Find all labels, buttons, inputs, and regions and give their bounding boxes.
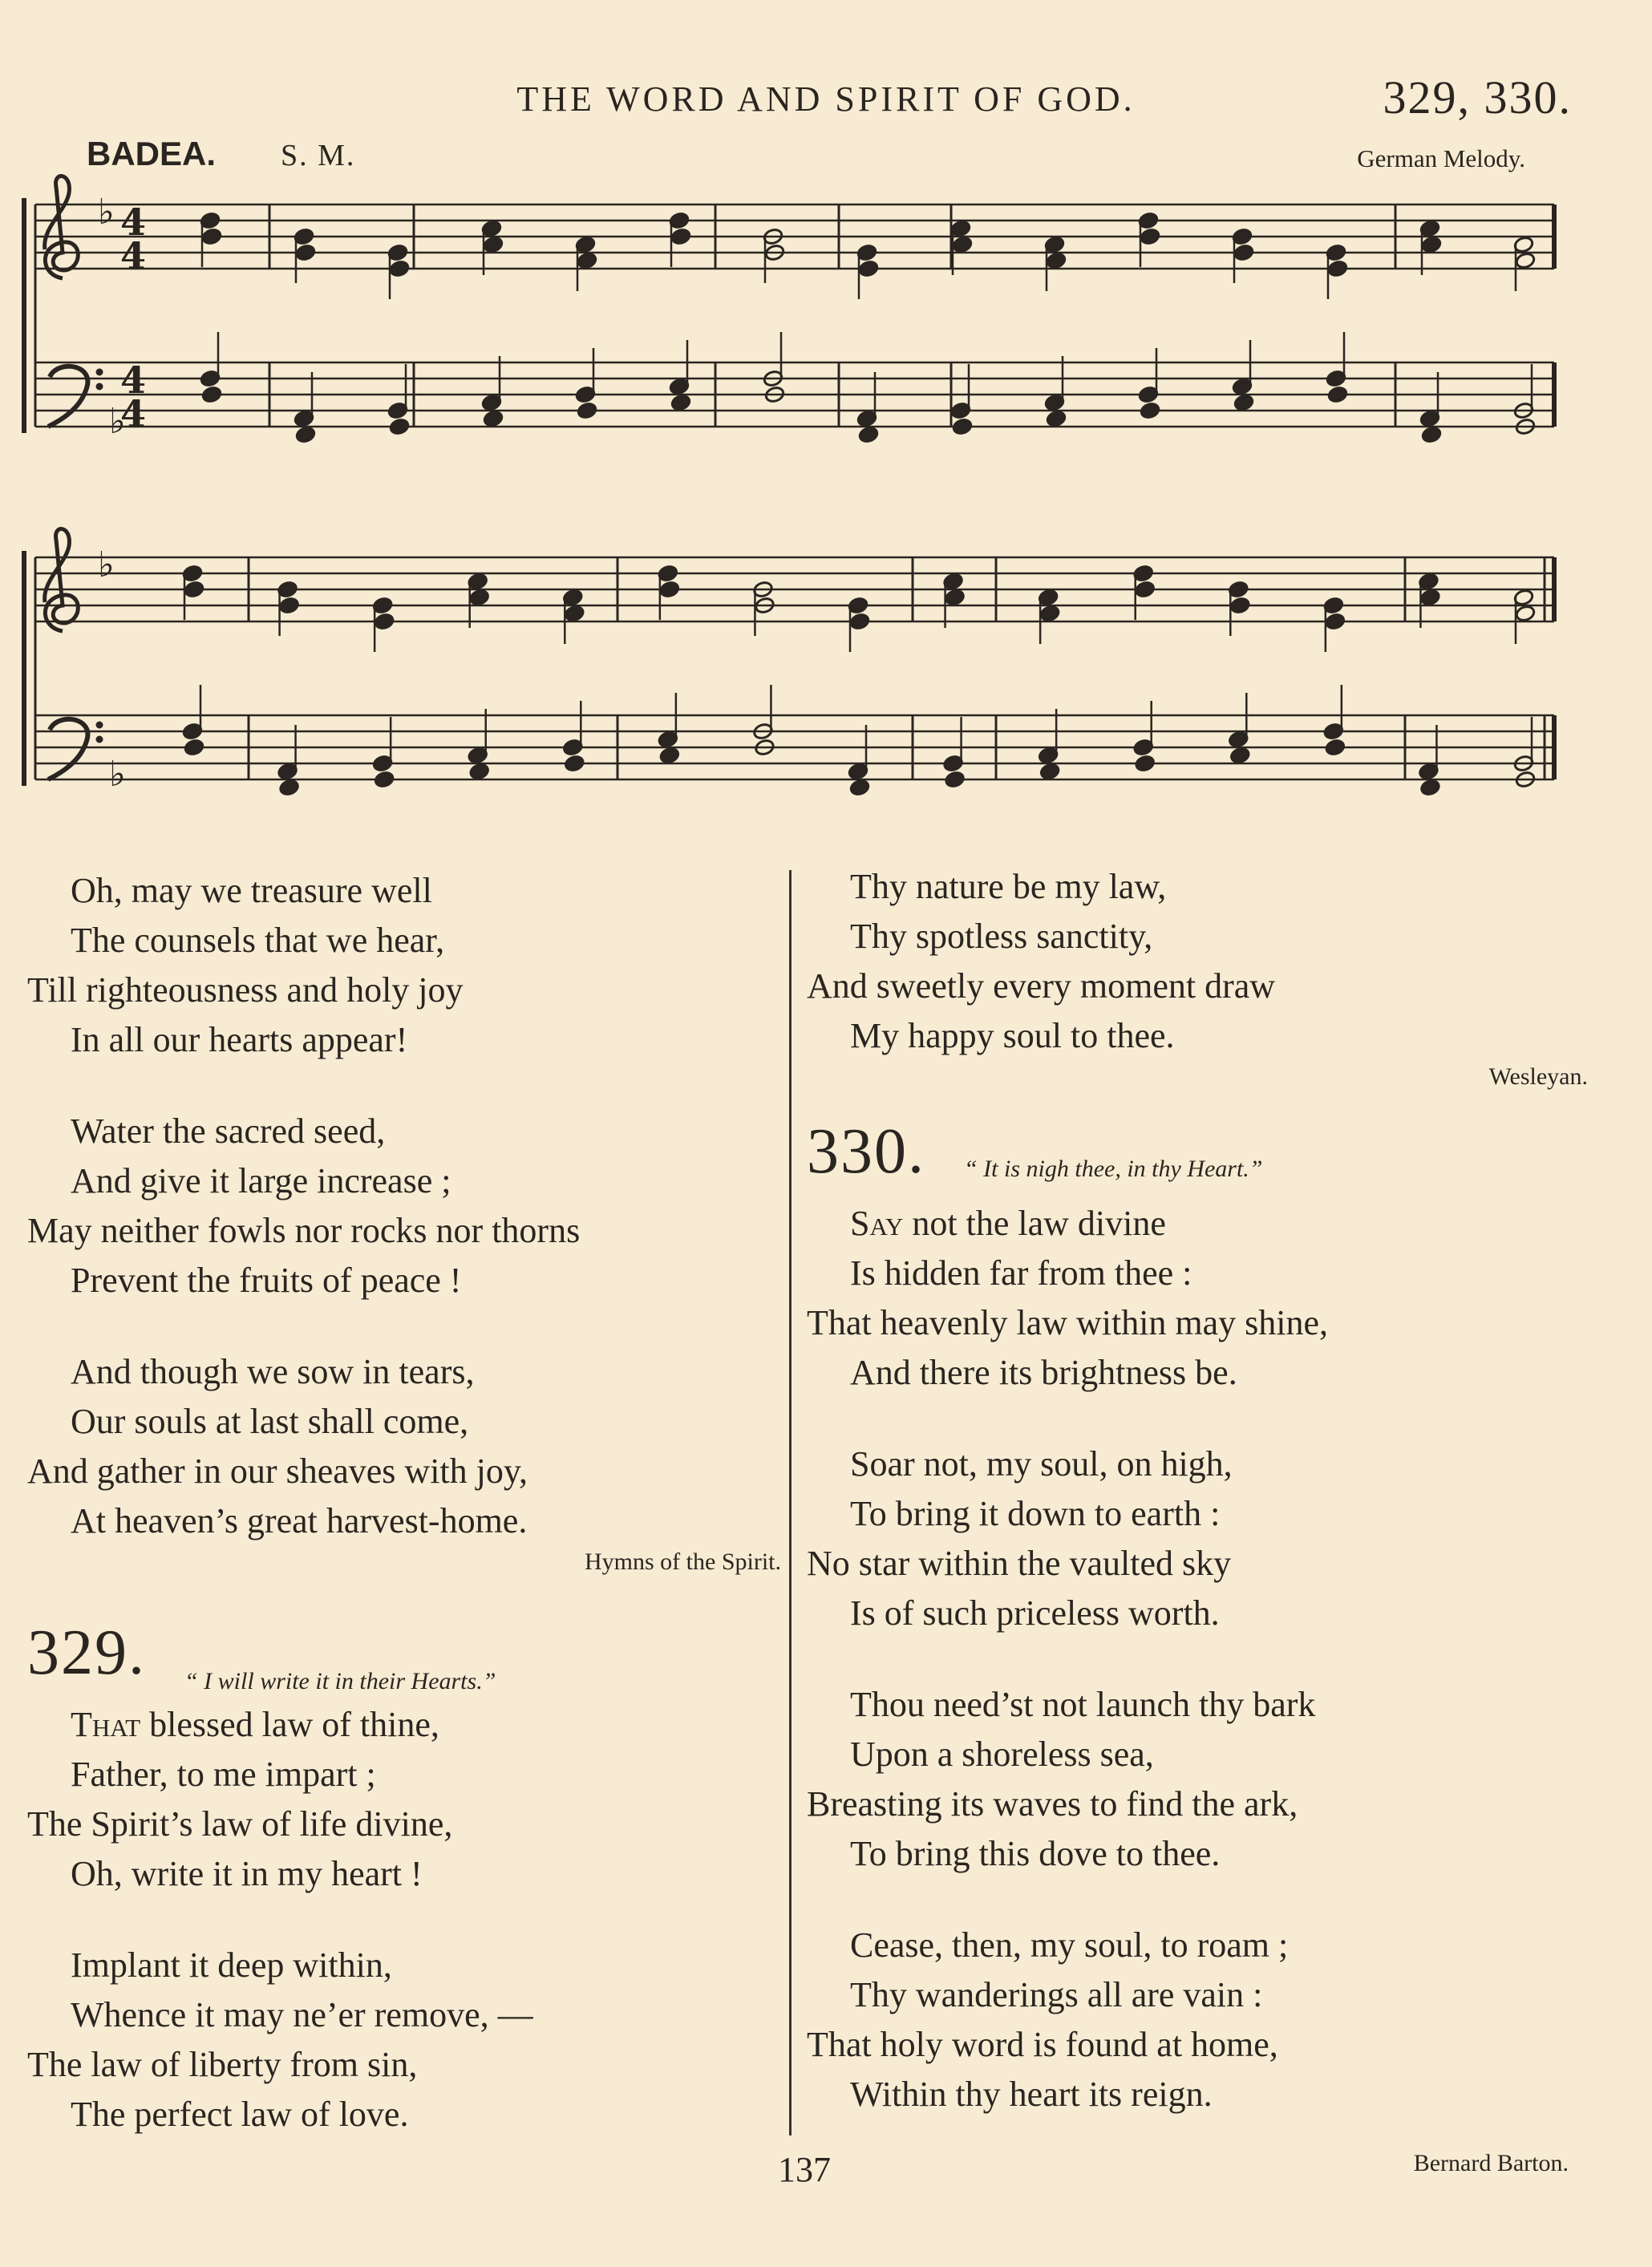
verse-line: Water the sacred seed, xyxy=(71,1111,386,1151)
verse-line xyxy=(27,1700,781,1750)
note-head xyxy=(564,755,585,773)
flat-sign-icon: ♭ xyxy=(98,544,115,585)
page-numbers: 329, 330. xyxy=(1383,71,1572,123)
time-signature: 4 xyxy=(120,200,147,244)
bass-clef-icon xyxy=(48,366,87,427)
hymn-heading xyxy=(27,1617,781,1700)
note-head xyxy=(849,613,870,631)
verse-line: Oh, may we treasure well xyxy=(71,871,432,910)
verse-line: Is hidden far from thee : xyxy=(850,1253,1192,1293)
verse-line: At heaven’s great harvest-home. xyxy=(71,1501,528,1540)
stanza xyxy=(807,1680,1577,1879)
note-head xyxy=(278,779,299,797)
music-score xyxy=(0,0,1652,818)
note-head xyxy=(1135,581,1156,599)
verse-line: That holy word is found at home, xyxy=(807,2025,1278,2064)
verse-line: And sweetly every moment draw xyxy=(807,966,1276,1006)
verse-line: The Spirit’s law of life divine, xyxy=(27,1804,453,1844)
credit: Hymns of the Spirit. xyxy=(585,1548,781,1575)
flat-sign-icon: ♭ xyxy=(109,754,126,795)
treble-clef-icon xyxy=(45,529,79,631)
verse-line: Implant it deep within, xyxy=(71,1945,392,1985)
verse-line: To bring it down to earth : xyxy=(850,1494,1221,1533)
verse-line: Is of such priceless worth. xyxy=(850,1593,1220,1633)
verse-line: Thy spotless sanctity, xyxy=(850,917,1153,956)
note-head xyxy=(184,581,204,599)
bass-clef-icon xyxy=(48,719,87,779)
stanza xyxy=(27,866,781,1065)
flat-sign-icon: ♭ xyxy=(98,192,115,233)
note-head xyxy=(952,236,973,254)
note-head xyxy=(858,426,879,444)
verse-line: That heavenly law within may shine, xyxy=(807,1303,1329,1342)
note-head xyxy=(1325,739,1346,757)
meter: S. M. xyxy=(281,139,356,172)
verse-line: The law of liberty from sin, xyxy=(27,2045,418,2084)
bass-clef-dot xyxy=(96,736,103,743)
verse-line xyxy=(807,1199,1577,1249)
verse-line: Whence it may ne’er remove, — xyxy=(71,1995,533,2034)
note-head xyxy=(389,418,410,436)
note-head xyxy=(483,236,504,254)
credit: Wesleyan. xyxy=(1488,1063,1588,1090)
column-divider xyxy=(789,870,792,2135)
note-head xyxy=(944,771,965,789)
note-head xyxy=(1327,386,1348,404)
note-head xyxy=(577,252,597,270)
note-head xyxy=(278,597,299,615)
hymn-heading xyxy=(807,1116,1577,1199)
note-head xyxy=(1135,755,1156,773)
time-signature: 4 xyxy=(120,358,147,402)
stanza xyxy=(807,1921,1577,2119)
hymn-number: 330. xyxy=(807,1116,925,1187)
note-head xyxy=(952,418,973,436)
note-head xyxy=(1140,228,1160,246)
hymn-epigraph: “ It is nigh thee, in thy Heart.” xyxy=(964,1156,1263,1182)
note-head xyxy=(374,771,395,789)
tune-name: BADEA. xyxy=(87,135,217,172)
running-title: THE WORD AND SPIRIT OF GOD. xyxy=(516,79,1136,119)
verse-line: And though we sow in tears, xyxy=(71,1352,475,1391)
note-head xyxy=(1229,597,1250,615)
note-head xyxy=(1140,402,1160,420)
verse-line: Cease, then, my soul, to roam ; xyxy=(850,1925,1289,1965)
stanza xyxy=(807,862,1577,1061)
note-head xyxy=(1039,763,1060,781)
note-head xyxy=(374,613,395,631)
note-head xyxy=(483,410,504,428)
verse-line: To bring this dove to thee. xyxy=(850,1834,1221,1873)
first-word: That xyxy=(71,1705,141,1744)
note-head xyxy=(670,228,691,246)
note-head xyxy=(1233,394,1254,412)
note-head xyxy=(469,763,490,781)
note-head xyxy=(577,402,597,420)
stanza xyxy=(27,1347,781,1546)
verse-line: Father, to me impart ; xyxy=(71,1755,376,1794)
note-head xyxy=(389,260,410,278)
verse-line: Prevent the fruits of peace ! xyxy=(71,1261,462,1300)
verse-line: Soar not, my soul, on high, xyxy=(850,1444,1233,1484)
note-head xyxy=(1325,613,1346,631)
verse-line: My happy soul to thee. xyxy=(850,1016,1175,1055)
first-line-rest: blessed law of thine, xyxy=(140,1705,439,1744)
note-head xyxy=(849,779,870,797)
note-head xyxy=(184,739,204,757)
note-head xyxy=(944,589,965,607)
note-head xyxy=(670,394,691,412)
stanza xyxy=(27,1700,781,1899)
bass-clef-dot xyxy=(96,383,103,390)
note-head xyxy=(659,747,680,765)
note-head xyxy=(201,386,222,404)
first-line-rest: not the law divine xyxy=(903,1204,1166,1243)
note-head xyxy=(1229,747,1250,765)
treble-clef-icon xyxy=(45,176,79,278)
verse-line: And there its brightness be. xyxy=(850,1353,1237,1392)
verse-line: Thy nature be my law, xyxy=(850,867,1167,906)
bass-clef-dot xyxy=(96,369,103,375)
note-head xyxy=(1327,260,1348,278)
note-head xyxy=(1515,605,1536,623)
verse-line: Breasting its waves to find the ark, xyxy=(807,1784,1298,1824)
verse-line: Our souls at last shall come, xyxy=(71,1402,469,1441)
verse-line: No star within the vaulted sky xyxy=(807,1544,1232,1583)
first-word: Say xyxy=(850,1204,904,1243)
left-column xyxy=(27,866,781,2139)
note-head xyxy=(1515,252,1536,270)
right-column xyxy=(807,862,1588,2119)
stanza xyxy=(27,1107,781,1306)
verse-line: In all our hearts appear! xyxy=(71,1020,408,1059)
note-head xyxy=(295,244,316,262)
verse-line: May neither fowls nor rocks nor thorns xyxy=(27,1211,581,1250)
note-head xyxy=(858,260,879,278)
verse-line: Oh, write it in my heart ! xyxy=(71,1854,423,1893)
stanza xyxy=(807,1439,1577,1638)
note-head xyxy=(1419,779,1440,797)
note-head xyxy=(1046,252,1067,270)
verse-line: Thou need’st not launch thy bark xyxy=(850,1685,1316,1724)
note-head xyxy=(1046,410,1067,428)
stanza xyxy=(27,1941,781,2139)
note-head xyxy=(1233,244,1254,262)
time-signature: 4 xyxy=(120,234,147,277)
verse-line: The counsels that we hear, xyxy=(71,921,445,960)
note-head xyxy=(201,228,222,246)
verse-line: The perfect law of love. xyxy=(71,2095,409,2134)
verse-line: Within thy heart its reign. xyxy=(850,2075,1213,2114)
composer: German Melody. xyxy=(1357,144,1525,172)
note-head xyxy=(1421,236,1442,254)
page-folio: 137 xyxy=(778,2150,831,2189)
note-head xyxy=(659,581,680,599)
note-head xyxy=(564,605,585,623)
flat-sign-icon: ♭ xyxy=(109,401,126,442)
note-head xyxy=(295,426,316,444)
verse-line: And give it large increase ; xyxy=(71,1161,451,1200)
bass-clef-dot xyxy=(96,722,103,728)
note-head xyxy=(1421,426,1442,444)
verse-line: Upon a shoreless sea, xyxy=(850,1735,1154,1774)
verse-line: Till righteousness and holy joy xyxy=(27,970,464,1010)
credit: Bernard Barton. xyxy=(1413,2150,1569,2176)
hymn-number: 329. xyxy=(27,1617,146,1688)
note-head xyxy=(1039,605,1060,623)
verse-line: And gather in our sheaves with joy, xyxy=(27,1451,528,1491)
note-head xyxy=(1419,589,1440,607)
stanza xyxy=(807,1199,1577,1398)
note-head xyxy=(469,589,490,607)
verse-line: Thy wanderings all are vain : xyxy=(850,1975,1263,2014)
hymn-epigraph: “ I will write it in their Hearts.” xyxy=(184,1668,496,1694)
time-signature: 4 xyxy=(120,392,147,435)
